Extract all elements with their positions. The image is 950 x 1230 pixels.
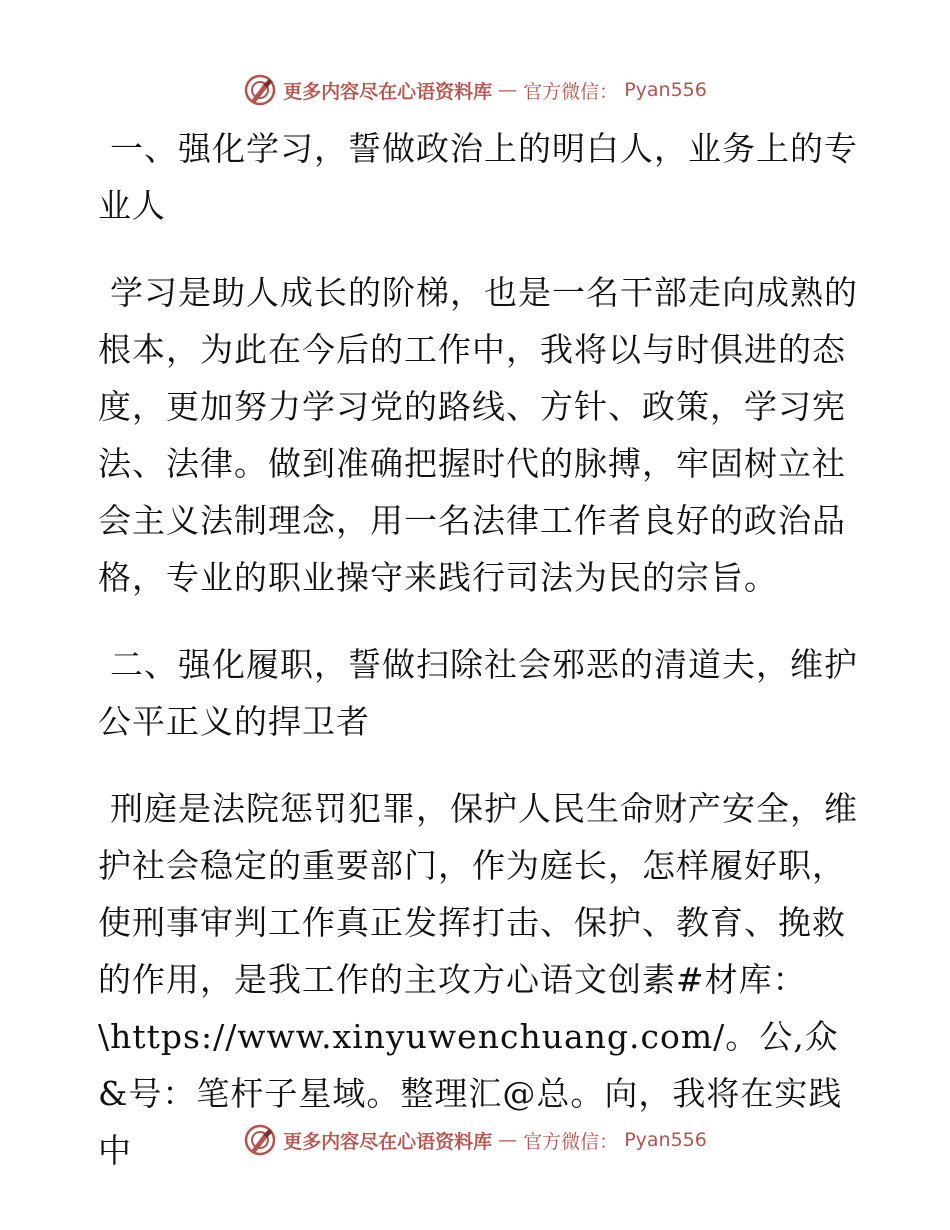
banner-title: 更多内容尽在心语资料库: [283, 1130, 493, 1153]
banner-title: 更多内容尽在心语资料库: [283, 80, 493, 103]
banner-wechat-id: Pyan556: [624, 79, 707, 101]
banner-dash: —: [498, 79, 518, 101]
header-watermark-banner: [0, 70, 950, 110]
document-body: [98, 120, 858, 1179]
heading-one: 一、强化学习，誓做政治上的明白人，业务上的专业人: [98, 129, 858, 225]
banner-wechat-id: Pyan556: [624, 1129, 707, 1151]
pen-logo-icon: [243, 73, 277, 107]
footer-watermark-banner: [0, 1120, 950, 1160]
paragraph-study: 学习是助人成长的阶梯，也是一名干部走向成熟的根本，为此在今后的工作中，我将以与时俱进的态度，更加努力学习党的路线、方针、政策，学习宪法、法律。做到准确把握时代的脉搏，牢固树立社会主义法制理念，用一名法律工作者良好的政治品格，专业的职业操守来践行司法为民的宗旨。: [98, 273, 858, 597]
banner-wechat-label: 官方微信：: [523, 1130, 619, 1153]
paragraph-criminal-court: 刑庭是法院惩罚犯罪，保护人民生命财产安全，维护社会稳定的重要部门，作为庭长，怎样履好职，使刑事审判工作真正发挥打击、保护、教育、挽救的作用，是我工作的主攻方心语文创素#材库：\https://www.xinyuwenchuang.com/。公,众&号：笔杆子星域。整理汇@总。向，我将在实践中: [98, 789, 858, 1170]
banner-wechat-label: 官方微信：: [523, 80, 619, 103]
pen-logo-icon: [243, 1123, 277, 1157]
banner-dash: —: [498, 1129, 518, 1151]
heading-two: 二、强化履职，誓做扫除社会邪恶的清道夫，维护公平正义的捍卫者: [98, 645, 858, 741]
